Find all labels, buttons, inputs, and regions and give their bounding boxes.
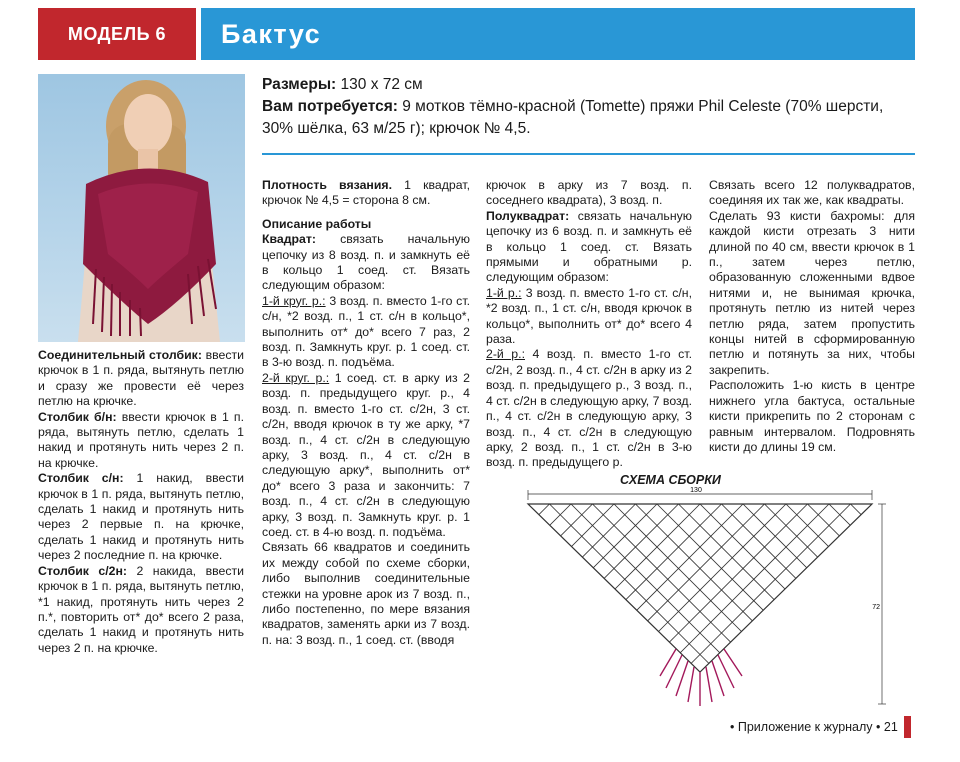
height-label: 72 <box>872 604 880 611</box>
fringe <box>660 649 742 706</box>
grid-line <box>594 504 894 711</box>
grid-line <box>808 504 901 711</box>
round-text: 1 соед. ст. в арку из 2 возд. п. предыдущего круг. р., 4 возд. п. вместо 1-го ст. с/2н, 3 ст. с/2н, вводя крючок в ту же арку, *7 возд. п., 4 ст. с/2н в следующую арку, 3 возд. п., 4 ст. с/2н в следующую арку*, выполнить от* до* всего 3 раза и закончить: 7 возд. п., 4 ст. с/2н в следующую арку, 3 возд. п. Замкнуть круг. р. 1 соед. ст. в 4-ю возд. п. подъёма. <box>262 370 471 539</box>
page-title-bar <box>201 8 915 60</box>
grid-line <box>615 504 900 711</box>
half-square-text: связать начальную цепочку из 6 возд. п. и замкнуть её в кольцо 1 соед. ст. Вязать прямыми и обратными р. следующим образом: <box>486 208 692 285</box>
row-label: 1-й р.: <box>486 285 522 300</box>
term-label: Соединительный столбик: <box>38 348 202 362</box>
bactus-outline <box>528 504 872 672</box>
grid-line <box>520 504 593 711</box>
grid-line <box>520 504 679 711</box>
term-text: 2 накида, ввести крючок в 1 п. ряда, вытянуть петлю, *1 накид, протянуть нить через 2 п.*, повторить от* до* всего 2 раза, сделать 1 накид и протянуть нить через 2 п. на крючке. <box>38 563 244 655</box>
grid-line <box>520 504 571 711</box>
grid-line <box>637 504 901 711</box>
column-2 <box>262 178 470 648</box>
round-label: 2-й круг. р.: <box>262 370 330 385</box>
row-label: 2-й р.: <box>486 347 525 362</box>
requirements <box>262 74 912 140</box>
round-label: 1-й круг. р.: <box>262 293 326 308</box>
grid-line <box>895 504 901 711</box>
term-label: Столбик с/н: <box>38 471 124 486</box>
square-text: связать начальную цепочку из 8 возд. п. и замкнуть её в кольцо 1 соед. ст. Вязать следующим образом: <box>262 232 470 293</box>
grid-line <box>520 504 614 711</box>
paragraph: Связать всего 12 полуквадратов, соединяя их так же, как квадраты. <box>709 178 915 208</box>
row-text: 3 возд. п. вместо 1-го ст. с/н, *2 возд. п., 1 ст. с/н, вводя крючок в кольцо*, выполнить от* до* всего 4 раза. <box>486 285 692 347</box>
half-square-label: Полуквадрат: <box>486 208 570 223</box>
grid-line <box>520 504 550 711</box>
grid-line <box>614 504 900 711</box>
round-text: 3 возд. п. вместо 1-го ст. с/н, *2 возд. п., 1 ст. с/н в кольцо*, выполнить от* до* всего 7 раз, 2 возд. п. Замкнуть круг. р. 1 соед. ст. в 3-ю возд. п. подъёма. <box>262 293 471 370</box>
grid-line <box>571 504 871 711</box>
grid-line <box>680 504 901 711</box>
grid-line <box>520 504 636 711</box>
footer-text: • Приложение к журналу • <box>730 720 881 734</box>
assembly-diagram <box>520 486 900 716</box>
grid-line <box>520 504 699 711</box>
grid-line <box>520 504 656 711</box>
grid-line <box>520 504 657 711</box>
column-1 <box>38 348 244 656</box>
footer-accent <box>904 716 911 738</box>
continued-text: крючок в арку из 7 возд. п. соседнего квадрата), 3 возд. п. <box>486 178 692 208</box>
grid-line <box>786 504 900 711</box>
page-title: Бактус <box>221 18 322 49</box>
grid-line <box>572 504 872 711</box>
grid-line <box>520 504 613 711</box>
term-label: Столбик с/2н: <box>38 563 127 578</box>
paragraph: Расположить 1-ю кисть в центре нижнего угла бактуса, остальные кисти прикрепить по 2 сторонам с равным интервалом. Подровнять кисти до длины 19 см. <box>709 378 915 454</box>
grid-line <box>809 504 901 711</box>
grid-line <box>528 504 828 711</box>
materials-label: Вам потребуется: <box>262 98 398 115</box>
term-label: Столбик б/н: <box>38 409 117 424</box>
join-text: Связать 66 квадратов и соединить их между собой по схеме сборки, либо выполнив соединительные стежки на уровне арок из 7 возд. п., либо постепенно, по мере вязания квадратов, заменять арки из 7 возд. п. на: 3 возд. п., 1 соед. ст. (вводя <box>262 540 470 647</box>
term-text: 1 накид, ввести крючок в 1 п. ряда, вытянуть петлю, сделать 1 накид и протянуть нить через 2 первые п. на крючке, сделать 1 накид и протянуть нить через 2 последние п. на крючке. <box>38 471 244 563</box>
density-label: Плотность вязания. <box>262 178 392 192</box>
grid-line <box>593 504 893 711</box>
grid-line <box>520 504 570 711</box>
grid-line <box>520 504 549 711</box>
grid-line <box>520 504 765 711</box>
model-photo <box>38 74 245 342</box>
materials-value: 9 мотков тёмно-красной (Tomette) пряжи Phil Celeste (70% шерсти, 30% шёлка, 63 м/25 г); крючок № 4,5. <box>262 98 884 137</box>
square-grid <box>520 504 900 711</box>
grid-line <box>657 504 900 711</box>
divider <box>262 153 915 155</box>
model-label: МОДЕЛЬ 6 <box>67 23 167 44</box>
grid-line <box>787 504 900 711</box>
grid-line <box>520 504 807 711</box>
model-badge <box>38 8 196 60</box>
grid-line <box>520 504 700 711</box>
size-label: Размеры: <box>262 76 337 93</box>
row-text: 4 возд. п. вместо 1-го ст. с/2н, 2 возд. п., 4 ст. с/2н в арку из 2 возд. п. предыдущего р., 3 возд. п., 4 ст. с/2н в следующую арку, 7 возд. п., 4 ст. с/2н в следующую арку, 3 возд. п., 4 ст. с/2н в следующую арку, 2 возд. п., 1 ст. с/2н в 3-ю возд. п. предыдущего р. <box>486 347 692 470</box>
column-3 <box>486 178 692 471</box>
paragraph: Сделать 93 кисти бахромы: для каждой кисти отрезать 3 нити длиной по 40 см, ввести крючок в 1 п., затем через петлю, образованную сложенными вдвое нитями и, не вынимая крючка, протянуть петлю из нитей через петлю ряда, затем пропустить концы нитей в сформированную петлю и потянуть за них, чтобы закрепить. <box>709 208 915 377</box>
grid-line <box>520 504 764 711</box>
grid-line <box>520 504 635 711</box>
description-heading: Описание работы <box>262 216 372 231</box>
page-footer <box>730 716 911 738</box>
page-number: 21 <box>883 720 898 734</box>
density-text: 1 квадрат, крючок № 4,5 = сторона 8 см. <box>262 178 470 208</box>
grid-line <box>520 504 678 711</box>
grid-line <box>894 504 901 711</box>
column-4 <box>709 178 915 455</box>
term-text: ввести крючок в 1 п. ряда, вытянуть петлю и сразу же провести её через петлю на крючке. <box>38 348 244 409</box>
grid-line <box>529 504 829 711</box>
grid-line <box>658 504 900 711</box>
grid-line <box>520 504 808 711</box>
scheme-title: СХЕМА СБОРКИ <box>620 473 721 487</box>
size-value: 130 х 72 см <box>340 76 423 93</box>
grid-line <box>636 504 901 711</box>
grid-line <box>520 504 527 711</box>
square-label: Квадрат: <box>262 232 317 247</box>
term-text: ввести крючок в 1 п. ряда, вытянуть петлю, сделать 1 накид и протянуть нить через 2 п. на крючке. <box>38 409 245 470</box>
width-label: 130 <box>690 487 702 494</box>
grid-line <box>520 504 528 711</box>
